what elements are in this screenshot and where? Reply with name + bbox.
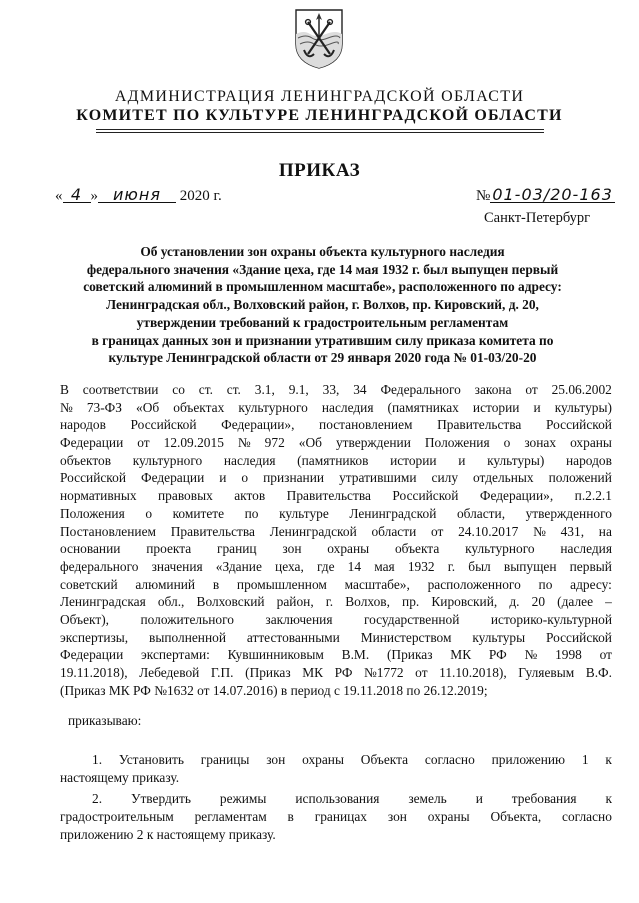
word: первый xyxy=(569,558,612,574)
word: – xyxy=(605,594,612,610)
word: области, xyxy=(456,505,506,521)
word: охраны xyxy=(302,752,344,767)
word: правовых xyxy=(158,488,213,504)
word: Федерации», xyxy=(479,488,554,504)
word: объектов xyxy=(60,452,112,468)
word: в xyxy=(287,809,294,825)
word: Ленинградской xyxy=(269,523,357,539)
word: пр. xyxy=(402,594,420,610)
word: Федерации xyxy=(60,647,124,663)
word: Кировский, xyxy=(431,594,498,610)
order-item xyxy=(60,751,612,786)
word: утвержденного xyxy=(525,505,612,521)
subject-line: утверждении требований к градостроительным регламентам xyxy=(136,314,509,330)
word: В xyxy=(60,382,69,397)
word: 12.09.2015 xyxy=(163,435,224,451)
word: о xyxy=(503,435,511,451)
subject-line: культуре Ленинградской области от 29 января 2020 года № 01-03/20-20 xyxy=(108,350,537,366)
word: промышленном xyxy=(236,576,327,592)
word: экспертизы, xyxy=(60,629,129,645)
word: № xyxy=(60,399,73,415)
word: утверждении xyxy=(335,435,411,451)
word: (Приказ МК РФ №1632 от 14.07.2016) в период с 19.11.2018 по 26.12.2019; xyxy=(60,682,488,698)
word: 9.1, xyxy=(288,382,309,397)
word: охраны xyxy=(427,809,470,825)
word: о xyxy=(145,505,153,521)
order-word: приказываю: xyxy=(68,713,142,728)
word: регламентам xyxy=(194,809,267,825)
word: район, xyxy=(276,594,314,610)
word: постановлением xyxy=(319,417,413,433)
word: д. xyxy=(509,594,520,610)
order-items xyxy=(60,751,612,843)
text-line xyxy=(60,646,612,664)
text-line xyxy=(60,416,612,434)
leningrad-oblast-emblem-icon xyxy=(294,8,344,70)
text-line xyxy=(60,751,612,769)
word: 14 xyxy=(347,558,362,574)
word: 431, xyxy=(560,523,585,539)
document-number xyxy=(476,187,615,205)
text-line xyxy=(60,808,612,826)
word: «Здание xyxy=(215,558,262,574)
word: отдельных xyxy=(473,470,534,486)
word: от xyxy=(415,665,428,680)
word: народов xyxy=(565,452,612,468)
word: масштабе», xyxy=(344,576,410,592)
word: соответствии xyxy=(82,382,159,397)
word: истории xyxy=(472,399,520,415)
subject-line: Ленинградская обл., Волховский район, г. Волхов, пр. Кировский, д. 20, xyxy=(106,297,539,313)
word: от xyxy=(599,647,612,663)
word: границ xyxy=(216,541,257,557)
word: В.М. xyxy=(341,647,370,663)
word: Федерации xyxy=(141,470,205,486)
word: (памятников xyxy=(297,452,369,468)
word: 1998 xyxy=(555,647,582,663)
word: культурного xyxy=(465,541,535,557)
word: зон xyxy=(266,752,286,767)
word: Российской xyxy=(130,417,197,433)
word: 3.1, xyxy=(254,382,275,397)
word: № xyxy=(524,647,538,663)
word: по xyxy=(244,505,259,521)
word: силу xyxy=(431,470,459,486)
text-line xyxy=(60,487,612,505)
text-line xyxy=(60,629,612,647)
word: был xyxy=(468,558,491,574)
word: и xyxy=(458,452,466,468)
word: Объекта xyxy=(360,752,409,767)
word: 73-ФЗ xyxy=(86,399,122,415)
text-line xyxy=(60,381,612,399)
date-close-quote: » xyxy=(90,188,98,204)
word: нормативных xyxy=(60,488,137,504)
number-prefix: № xyxy=(476,188,491,204)
text-line xyxy=(60,399,612,417)
text-line xyxy=(60,769,612,787)
word: «Об xyxy=(136,399,160,415)
word: (Приказ xyxy=(386,647,433,663)
word: зон xyxy=(282,541,302,557)
word: требования xyxy=(511,791,577,807)
word: 1. xyxy=(92,752,103,767)
word: советский xyxy=(60,576,118,592)
word: г. xyxy=(447,558,456,574)
word: г. xyxy=(325,594,334,610)
word: РФ xyxy=(334,665,353,680)
word: от xyxy=(137,435,150,451)
text-line xyxy=(60,611,612,629)
word: (памятниках xyxy=(387,399,459,415)
word: Правительства xyxy=(286,488,371,504)
word: Положения xyxy=(424,435,490,451)
word: согласно xyxy=(562,809,612,825)
text-line xyxy=(60,664,612,682)
word: Объекта, xyxy=(490,809,542,825)
text-line xyxy=(60,826,612,844)
word: где xyxy=(316,558,335,574)
word: от xyxy=(525,382,538,397)
word: утратившими xyxy=(339,470,417,486)
text-line xyxy=(60,452,612,470)
word: заключения xyxy=(265,611,333,627)
word: В.Ф. xyxy=(585,665,612,680)
subject-line: Об установлении зон охраны объекта культурного наследия xyxy=(140,244,505,259)
word: МК xyxy=(450,647,472,663)
word: федерального xyxy=(60,558,139,574)
date-day: 4 xyxy=(63,187,91,203)
word: адресу: xyxy=(570,576,612,592)
word: №1772 xyxy=(364,665,404,680)
word: 1932 xyxy=(407,558,435,574)
org-name-administration: АДМИНИСТРАЦИЯ ЛЕНИНГРАДСКОЙ ОБЛАСТИ xyxy=(114,88,525,105)
word: в xyxy=(212,576,220,592)
text-line xyxy=(60,593,612,611)
word: значения xyxy=(151,558,203,574)
word: Положения xyxy=(60,505,125,521)
word: Правительства xyxy=(170,523,255,539)
org-name-committee: КОМИТЕТ ПО КУЛЬТУРЕ ЛЕНИНГРАДСКОЙ ОБЛАСТИ xyxy=(76,107,563,124)
date-year: 2020 г. xyxy=(179,188,222,204)
word: зон xyxy=(387,809,407,825)
text-line xyxy=(60,576,612,594)
document-date xyxy=(55,187,222,205)
word: истории xyxy=(390,452,437,468)
word: со xyxy=(172,382,185,397)
word: комитете xyxy=(172,505,225,521)
word: Ленинградская xyxy=(60,594,146,610)
word: Постановлением xyxy=(60,523,156,539)
document-type-title: ПРИКАЗ xyxy=(278,160,361,181)
word: наследия xyxy=(560,541,612,557)
word: к xyxy=(605,752,612,767)
word: историко-культурной xyxy=(490,611,612,627)
word: культуры) xyxy=(554,399,612,415)
word: Федерального xyxy=(380,382,461,397)
word: о xyxy=(241,470,249,486)
word: градостроительным xyxy=(60,809,174,825)
word: п.2.2.1 xyxy=(574,488,612,504)
word: приложению 2 к настоящему приказу. xyxy=(60,826,276,842)
word: РФ xyxy=(488,647,507,663)
word: культурного xyxy=(132,452,203,468)
text-line xyxy=(60,523,612,541)
word: Лебедевой xyxy=(139,665,200,680)
word: Гуляевым xyxy=(518,665,575,680)
word: объектах xyxy=(173,399,225,415)
word: объекта xyxy=(394,541,440,557)
word: Г.П. xyxy=(210,665,234,680)
text-line xyxy=(60,469,612,487)
subject-line: в границах данных зон и признании утратившим силу приказа комитета по xyxy=(91,332,554,348)
word: и xyxy=(219,470,227,486)
word: (далее xyxy=(557,594,594,610)
word: (Приказ xyxy=(245,665,291,680)
header-divider-line xyxy=(96,132,544,133)
text-line xyxy=(60,558,612,576)
order-item xyxy=(60,790,612,843)
date-open-quote: « xyxy=(55,188,63,204)
word: наследия xyxy=(223,452,276,468)
word: границах xyxy=(314,809,367,825)
word: Правительства xyxy=(437,417,522,433)
word: «Об xyxy=(298,435,322,451)
word: 34 xyxy=(353,382,367,397)
document-subject xyxy=(55,243,590,367)
word: культуры) xyxy=(487,452,545,468)
word: 24.10.2017 xyxy=(458,523,519,539)
word: мая xyxy=(374,558,395,574)
word: Российской xyxy=(392,488,459,504)
word: ст. xyxy=(226,382,241,397)
word: режимы xyxy=(219,791,267,807)
word: народов xyxy=(60,417,106,433)
word: Российской xyxy=(545,417,612,433)
header-divider-line xyxy=(96,129,544,130)
word: Объект), xyxy=(60,611,110,627)
word: положений xyxy=(548,470,612,486)
document-city: Санкт-Петербург xyxy=(484,210,591,226)
word: Российской xyxy=(545,629,612,645)
date-month: июня xyxy=(98,187,176,203)
word: Федерации», xyxy=(221,417,295,433)
word: и xyxy=(533,399,541,415)
word: по xyxy=(538,576,553,592)
text-line xyxy=(60,505,612,523)
word: Ленинградской xyxy=(349,505,437,521)
word: от xyxy=(430,523,444,539)
text-line xyxy=(60,540,612,558)
word: выпущен xyxy=(503,558,557,574)
word: положительного xyxy=(140,611,234,627)
word: использования xyxy=(295,791,380,807)
word: охраны xyxy=(570,435,612,451)
preamble-paragraph xyxy=(60,381,612,699)
word: области xyxy=(371,523,417,539)
word: 972 xyxy=(264,435,285,451)
word: 2. xyxy=(92,791,103,807)
word: Волхов, xyxy=(345,594,390,610)
subject-line: федерального значения «Здание цеха, где 14 мая 1932 г. был выпущен первый xyxy=(86,261,559,277)
word: Установить xyxy=(118,752,184,767)
word: Утвердить xyxy=(130,791,191,807)
word: Кувшинниковым xyxy=(227,647,324,663)
word: к xyxy=(605,791,612,807)
word: государственной xyxy=(363,611,460,627)
word: аттестованными xyxy=(246,629,340,645)
word: закона xyxy=(474,382,512,397)
word: 19.11.2018), xyxy=(60,665,128,680)
word: основании xyxy=(60,541,121,557)
word: ст. xyxy=(198,382,213,397)
word: алюминий xyxy=(135,576,196,592)
word: культурного xyxy=(238,399,308,415)
subject-line: советский алюминий в промышленном масштабе», расположенного по адресу: xyxy=(83,279,562,295)
word: № xyxy=(237,435,251,451)
word: земель xyxy=(408,791,447,807)
word: Российской xyxy=(60,470,126,486)
word: № xyxy=(533,523,546,539)
word: Федерации xyxy=(60,435,124,451)
word: 20 xyxy=(531,594,546,610)
word: 33, xyxy=(322,382,340,397)
word: расположенного xyxy=(427,576,521,592)
word: границы xyxy=(200,752,250,767)
word: Волховский xyxy=(196,594,265,610)
word: выполненной xyxy=(149,629,227,645)
word: экспертами: xyxy=(141,647,210,663)
word: зонах xyxy=(524,435,557,451)
text-line xyxy=(60,434,612,452)
word: 1 xyxy=(581,752,589,767)
word: культуры xyxy=(472,629,526,645)
word: согласно xyxy=(424,752,475,767)
word: и xyxy=(475,791,483,807)
word: проекта xyxy=(146,541,192,557)
text-line xyxy=(60,790,612,808)
word: настоящему приказу. xyxy=(60,769,180,785)
word: культуре xyxy=(279,505,329,521)
word: обл., xyxy=(157,594,185,610)
word: 25.06.2002 xyxy=(551,382,612,397)
word: признании xyxy=(263,470,325,486)
word: актов xyxy=(234,488,266,504)
word: наследия xyxy=(321,399,374,415)
word: на xyxy=(598,523,612,539)
word: МК xyxy=(302,665,324,680)
word: 11.10.2018), xyxy=(439,665,507,680)
word: охраны xyxy=(327,541,370,557)
number-value: 01-03/20-163 xyxy=(492,185,613,204)
word: приложению xyxy=(491,752,566,767)
word: Министерством xyxy=(360,629,452,645)
word: цеха, xyxy=(275,558,304,574)
text-line xyxy=(60,682,612,700)
